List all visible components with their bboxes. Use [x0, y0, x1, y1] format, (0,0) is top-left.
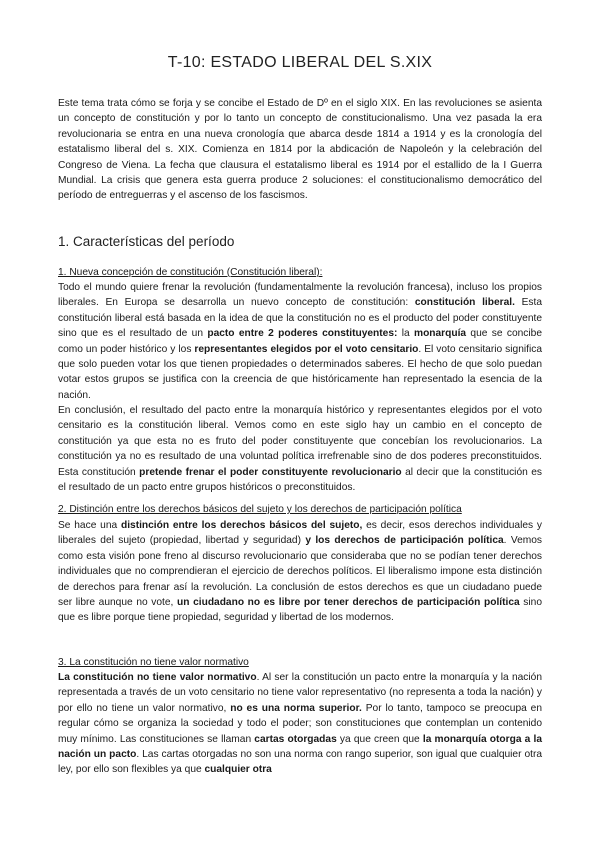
subsection-heading-1: 1. Nueva concepción de constitución (Constitución liberal): — [58, 267, 323, 278]
subsection-heading-2: 2. Distinción entre los derechos básicos del sujeto y los derechos de participación política — [58, 504, 462, 515]
subsection-1-paragraph-2: En conclusión, el resultado del pacto entre la monarquía histórico y representantes elegidos por el voto censitario es la constitución liberal. Vemos como en este siglo hay un cambio en el concepto de constitución ya que esta no es fruto del poder constituyente que concebían los revolucionarios. La constitución ya no es resultado de una voluntad política irrefrenable sino de dos poderes preconstituidos. Esta constitución pretende frenar el poder constituyente revolucionario al decir que la constitución es el resultado de un pacto entre grupos históricos o preconstituidos. — [58, 405, 543, 494]
subsection-1-paragraph-1: Todo el mundo quiere frenar la revolución (fundamentalmente la revolución francesa), incluso los propios liberales. En Europa se desarrolla un nuevo concepto de constitución: constitución liberal. Esta constitución liberal está basada en la idea de que la constitución no es el producto del poder constituyente sino que es el resultado de un pacto entre 2 poderes constituyentes: la monarquía que se concibe como un poder histórico y los representantes elegidos por el voto censitario. El voto censitario significa que solo pueden votar los que tienen propiedades o determinados saberes. El hecho de que solo puedan votar estos grupos se justifica con la creencia de que históricamente han representado la esencia de la nación. — [58, 282, 543, 401]
section-heading: 1. Características del período — [58, 234, 235, 249]
intro-paragraph: Este tema trata cómo se forja y se concibe el Estado de Dº en el siglo XIX. En las revoluciones se asienta un concepto de constitución y por lo tanto un concepto de constitucionalismo. Una vez pasada la era revolucionaria se entra en una nueva cronología que abarca desde 1814 a 1914 y es la cronología del estatalismo liberal del s. XIX. Comienza en 1814 por la abdicación de Napoleón y la celebración del Congreso de Viena. La fecha que clausura el estatalismo liberal es 1914 por el estallido de la I Guerra Mundial. La crisis que genera esta guerra produce 2 soluciones: el constitucionalismo democrático del período de entreguerras y el ascenso de los fascismos. — [58, 98, 542, 202]
subsection-heading-3: 3. La constitución no tiene valor normativo — [58, 657, 249, 668]
document-title: T-10: ESTADO LIBERAL DEL S.XIX — [167, 54, 433, 71]
subsection-3-paragraph: La constitución no tiene valor normativo. Al ser la constitución un pacto entre la monarquía y la nación representada a través de un voto censitario no tiene valor representativo (no representa a toda la nación) y por ello no tiene un valor normativo, no es una norma superior. Por lo tanto, tampoco se preocupa en regular cómo se organiza la sociedad y todo el poder; son constituciones que contemplan un contenido muy mínimo. Las constituciones se llaman cartas otorgadas ya que creen que la monarquía otorga a la nación un pacto. Las cartas otorgadas no son una norma con rango superior, son igual que cualquier otra ley, por ello son flexibles ya que cualquier otra — [58, 672, 543, 776]
subsection-2-paragraph: Se hace una distinción entre los derechos básicos del sujeto, es decir, esos derechos individuales y liberales del sujeto (propiedad, libertad y seguridad) y los derechos de participación política. Vemos como esta visión pone freno al discurso revolucionario que consideraba que no se podían tener derechos individuales que no comprendieran el ejercicio de derechos políticos. El liberalismo impone esta distinción de derechos para frenar así la revolución. La conclusión de estos derechos es que un ciudadano puede ser libre aunque no vote, un ciudadano no es libre por tener derechos de participación política sino que es libre porque tiene propiedad, seguridad y libertad de los modernos. — [58, 520, 542, 624]
